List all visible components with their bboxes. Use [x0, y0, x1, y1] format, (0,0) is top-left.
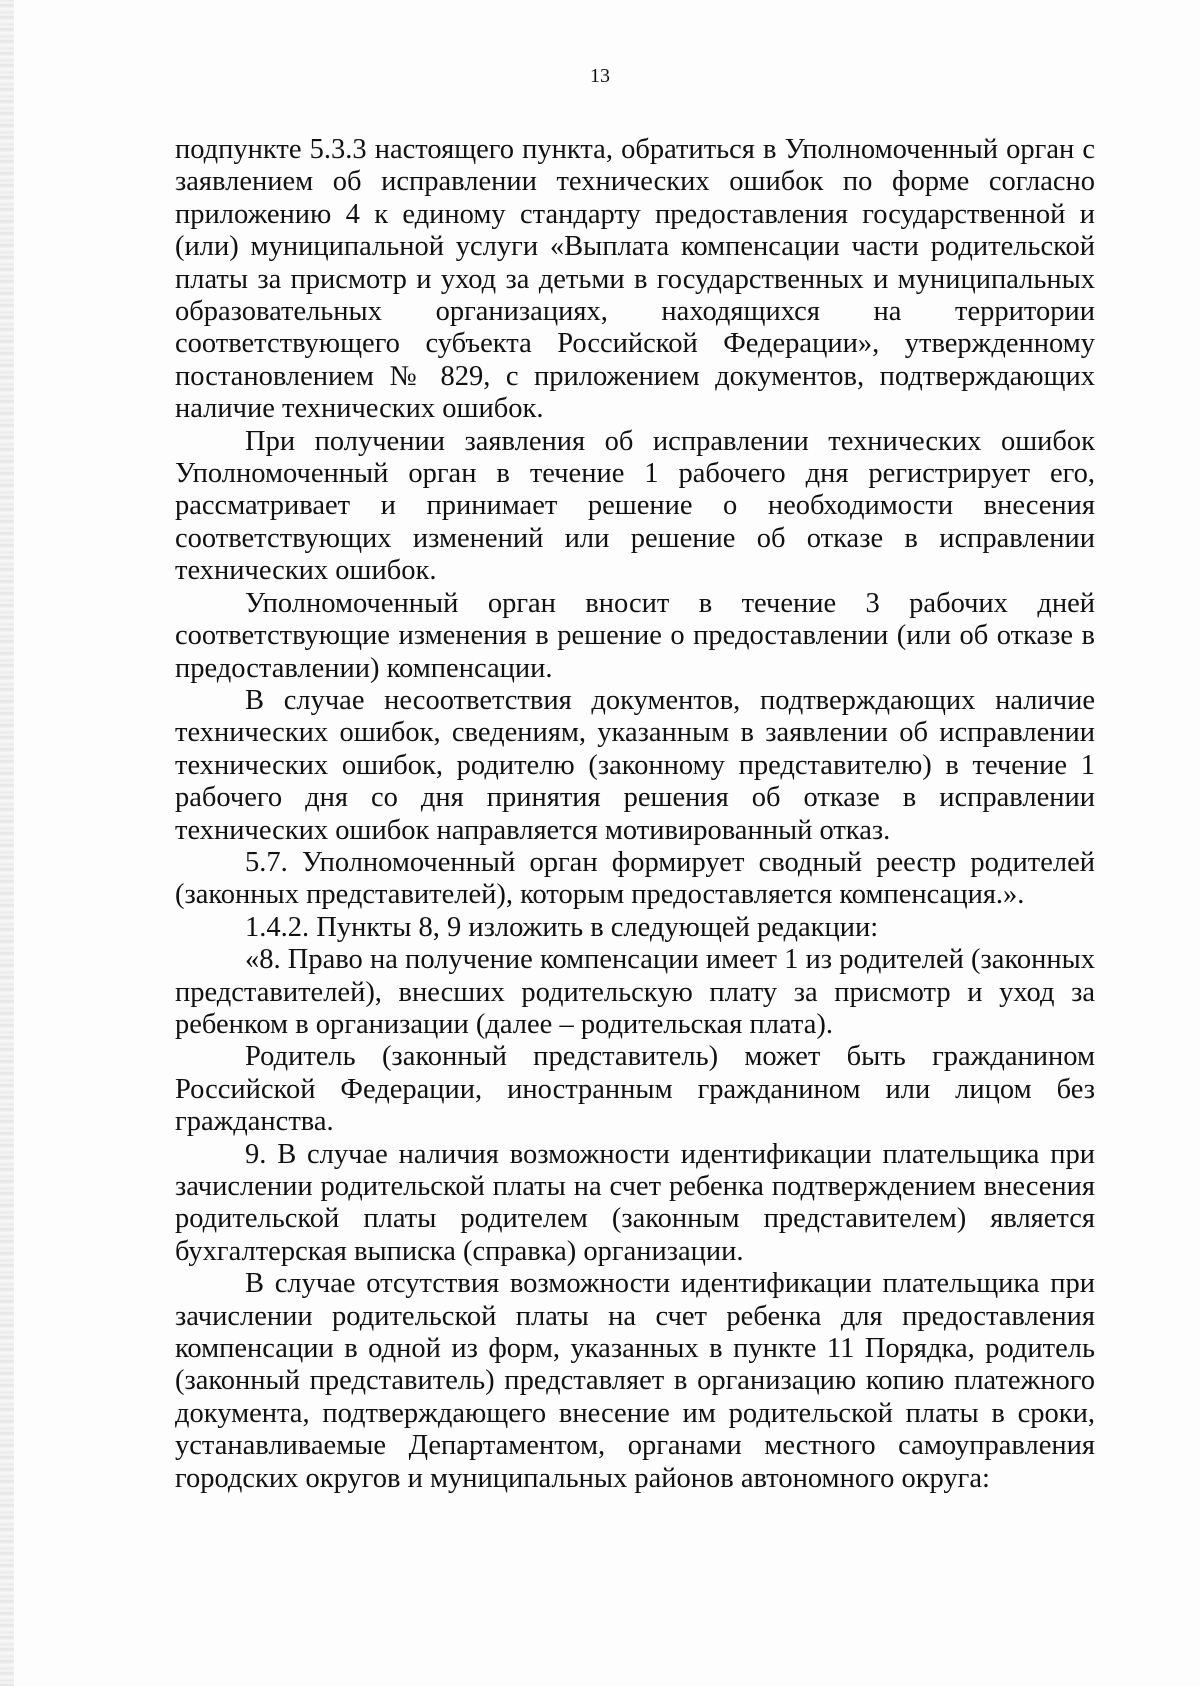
scan-edge-artifact — [0, 0, 14, 1686]
paragraph: Уполномоченный орган вносит в течение 3 рабочих дней соответствующие изменения в решение о предоставлении (или об отказе в предоставлении) компенсации. — [175, 587, 1095, 684]
paragraph-continuation: подпункте 5.3.3 настоящего пункта, обратиться в Уполномоченный орган с заявлением об исправлении технических ошибок по форме согласно приложению 4 к единому стандарту предоставления государственной и (или) муниципальной услуги «Выплата компенсации части родительской платы за присмотр и уход за детьми в государственных и муниципальных образовательных организациях, находящихся на территории соответствующего субъекта Российской Федерации», утвержденному постановлением № 829, с приложением документов, подтверждающих наличие технических ошибок. — [175, 134, 1095, 425]
paragraph: Родитель (законный представитель) может быть гражданином Российской Федерации, иностранным гражданином или лицом без гражданства. — [175, 1041, 1095, 1138]
page-number: 13 — [590, 65, 610, 87]
paragraph: В случае несоответствия документов, подтверждающих наличие технических ошибок, сведениям, указанным в заявлении об исправлении технических ошибок, родителю (законному представителю) в течение 1 рабочего дня со дня принятия решения об отказе в исправлении технических ошибок направляется мотивированный отказ. — [175, 684, 1095, 846]
paragraph: При получении заявления об исправлении технических ошибок Уполномоченный орган в течение 1 рабочего дня регистрирует его, рассматривает и принимает решение о необходимости внесения соответствующих изменений или решение об отказе в исправлении технических ошибок. — [175, 425, 1095, 587]
paragraph: 1.4.2. Пункты 8, 9 изложить в следующей редакции: — [245, 911, 879, 943]
paragraph: «8. Право на получение компенсации имеет 1 из родителей (законных представителей), внесших родительскую плату за присмотр и уход за ребенком в организации (далее – родительская плата). — [175, 944, 1095, 1040]
paragraph: В случае отсутствия возможности идентификации плательщика при зачислении родительской платы на счет ребенка для предоставления компенсации в одной из форм, указанных в пункте 11 Порядка, родитель (законный представитель) представляет в организацию копию платежного документа, подтверждающего внесение им родительской платы в сроки, устанавливаемые Департаментом, органами местного самоуправления городских округов и муниципальных районов автономного округа: — [175, 1268, 1095, 1494]
paragraph: 5.7. Уполномоченный орган формирует сводный реестр родителей (законных представителей), которым предоставляется компенсация.». — [175, 846, 1095, 911]
document-body — [175, 134, 1095, 1495]
paragraph: 9. В случае наличия возможности идентификации плательщика при зачислении родительской платы на счет ребенка подтверждением внесения родительской платы родителем (законным представителем) является бухгалтерская выписка (справка) организации. — [175, 1138, 1095, 1267]
